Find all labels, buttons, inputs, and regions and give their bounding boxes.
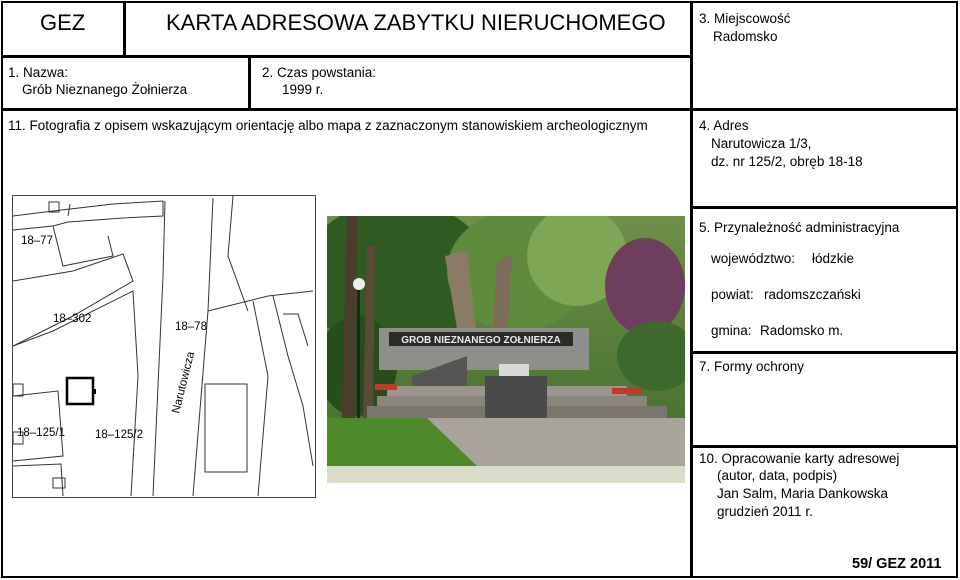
creation-time-label: 2. Czas powstania: (262, 65, 377, 80)
commune-value: Radomsko m. (760, 323, 844, 338)
protection-label: 7. Formy ochrony (699, 359, 805, 374)
address-label: 4. Adres (699, 118, 749, 133)
name-label: 1. Nazwa: (8, 65, 69, 80)
county-value: radomszczański (764, 287, 861, 302)
creation-time-value: 1999 r. (282, 82, 324, 97)
locality-value: Radomsko (713, 29, 778, 44)
divider (692, 351, 958, 354)
divider (690, 1, 693, 578)
author-label-line1: 10. Opracowanie karty adresowej (699, 451, 900, 466)
photo-caption: 11. Fotografia z opisem wskazującym orientację albo mapa z zaznaczonym stanowiskiem archeologicznym (8, 118, 648, 133)
map-label: 18–302 (53, 313, 92, 325)
cadastral-map (12, 195, 316, 498)
map-label: 18–78 (175, 321, 207, 333)
map-drawing (13, 196, 316, 498)
map-label-street: Narutowicza (170, 350, 198, 415)
voivodeship-value: łódzkie (812, 251, 855, 266)
divider (1, 108, 958, 111)
map-label: 18–125/2 (95, 429, 143, 441)
name-value: Grób Nieznanego Żołnierza (22, 82, 188, 97)
divider (692, 206, 958, 209)
monument-plot-marker (67, 378, 93, 404)
address-line2: dz. nr 125/2, obręb 18-18 (711, 154, 863, 169)
author-date: grudzień 2011 r. (717, 504, 813, 519)
commune-label: gmina: (711, 323, 752, 338)
divider (692, 445, 958, 448)
address-line1: Narutowicza 1/3, (711, 136, 812, 151)
divider (1, 55, 692, 58)
author-names: Jan Salm, Maria Dankowska (717, 486, 889, 501)
footer-code: 59/ GEZ 2011 (852, 556, 942, 572)
locality-label: 3. Miejscowość (699, 11, 791, 26)
divider (123, 1, 126, 56)
county-label: powiat: (711, 287, 754, 302)
monument-photo-drawing (327, 216, 685, 483)
divider (248, 56, 251, 109)
author-label-line2: (autor, data, podpis) (717, 468, 838, 483)
monument-photo (327, 216, 685, 483)
voivodeship-label: województwo: (711, 251, 796, 266)
map-label: 18–77 (21, 235, 53, 247)
map-label: 18–125/1 (17, 427, 65, 439)
card-code: GEZ (40, 10, 86, 35)
admin-label: 5. Przynależność administracyjna (699, 220, 900, 235)
page-title: KARTA ADRESOWA ZABYTKU NIERUCHOMEGO (166, 10, 666, 35)
plaque-text: GROB NIEZNANEGO ZOŁNIERZA (401, 335, 561, 346)
